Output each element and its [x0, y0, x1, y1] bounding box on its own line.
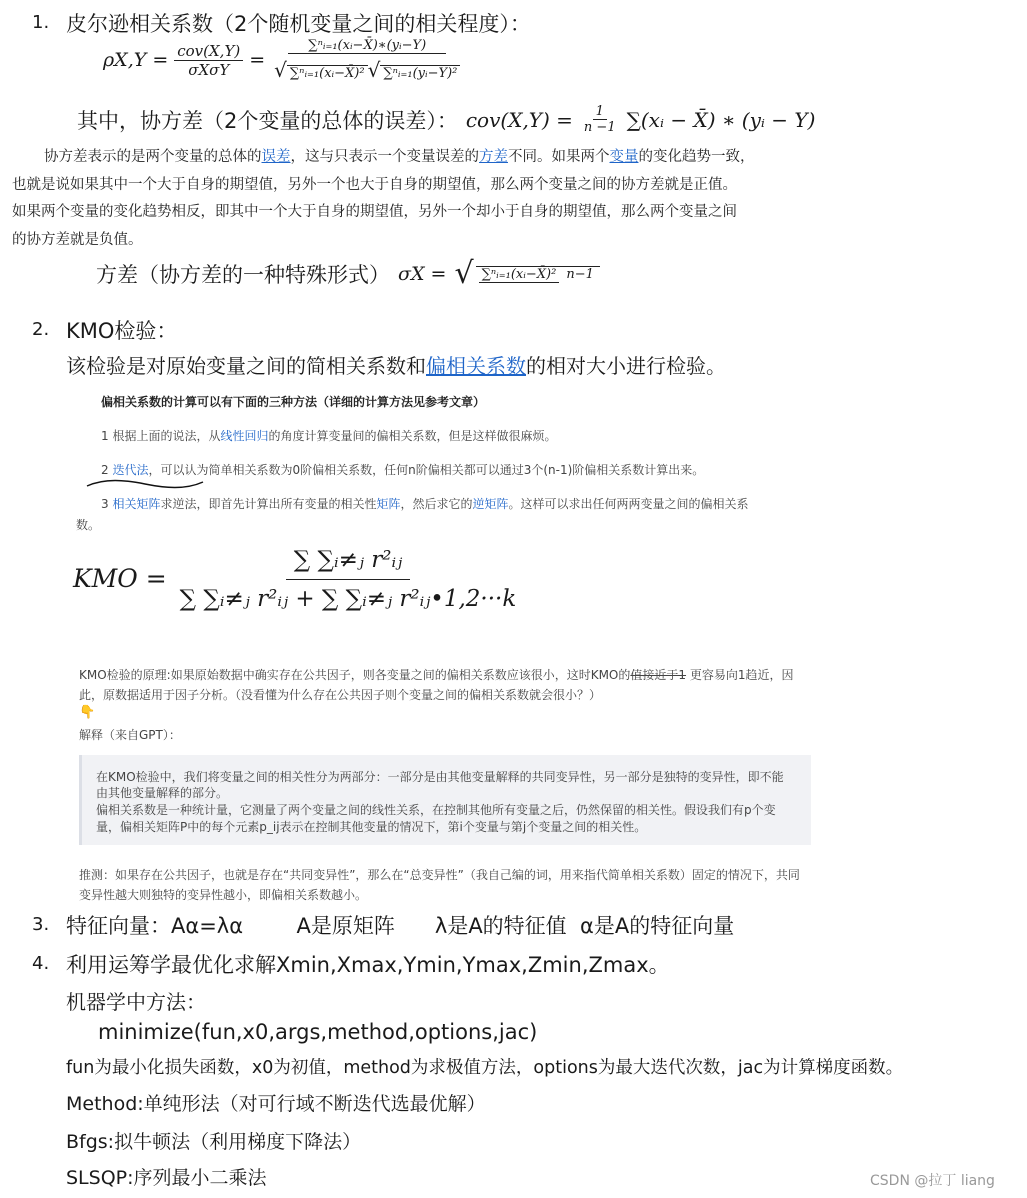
- para-line-3: 如果两个变量的变化趋势相反，即其中一个大于自身的期望值，另外一个却小于自身的期望值，那么两个变量之间: [12, 204, 737, 220]
- pearson-sqrt-b: ∑ⁿᵢ₌₁(yᵢ−Y)²: [380, 65, 460, 81]
- method-simplex: Method:单纯形法（对可行域不断迭代选最优解）: [66, 1093, 486, 1115]
- principle-line-1: [79, 666, 793, 683]
- method-text: 。这样可以求出任何两两变量之间的偏相关系: [508, 497, 749, 511]
- link-correlation-matrix[interactable]: 相关矩阵: [112, 497, 161, 511]
- item-3-number: 3.: [32, 914, 50, 935]
- item-1-number: 1.: [32, 12, 50, 33]
- link-error[interactable]: 误差: [261, 149, 291, 165]
- pointing-down-icon: 👇: [79, 705, 96, 720]
- cov-fraction-top: 1: [593, 104, 607, 120]
- kmo-denominator: ∑ ∑ᵢ≠ⱼ r²ᵢⱼ + ∑ ∑ᵢ≠ⱼ r²ᵢⱼ•1,2···k: [179, 586, 517, 612]
- para-text: ，这与只表示一个变量误差的: [290, 149, 479, 165]
- method-text: 求逆法，即首先计算出所有变量的相关性: [160, 497, 377, 511]
- principle-text: 更容易向1趋近，因: [686, 668, 794, 682]
- minimize-description: fun为最小化损失函数，x0为初值，method为求极值方法，options为最大迭代次数，jac为计算梯度函数。: [66, 1058, 904, 1078]
- csdn-watermark: CSDN @拉丁 liang: [870, 1173, 995, 1189]
- kmo-description: [66, 350, 726, 379]
- sqrt-symbol-icon: √: [454, 256, 474, 291]
- pearson-lhs: ρX,Y =: [103, 49, 169, 71]
- method-3-cont: 数。: [76, 518, 101, 532]
- quote-line-4: 量，偏相关矩阵P中的每个元素p_ij表示在控制其他变量的情况下，第i个变量与第j个变量之间的相关性。: [96, 820, 647, 834]
- link-variable[interactable]: 变量: [609, 149, 639, 165]
- methods-title: 偏相关系数的计算可以有下面的三种方法（详细的计算方法见参考文章）: [101, 395, 486, 409]
- method-text: ，可以认为简单相关系数为0阶偏相关系数，任何n阶偏相关都可以通过3个(n-1)阶偏相关系数计算出来。: [148, 463, 705, 477]
- covariance-label: 其中，协方差（2个变量的总体的误差）：: [77, 108, 458, 133]
- variance-label: 方差（协方差的一种特殊形式）: [96, 262, 390, 287]
- item-4-title: 利用运筹学最优化求解Xmin,Xmax,Ymin,Ymax,Zmin,Zmax。: [66, 953, 670, 977]
- para-text: 协方差表示的是两个变量的总体的: [44, 149, 262, 165]
- item-3-title: 特征向量：Aα=λα A是原矩阵 λ是A的特征值 α是A的特征向量: [66, 914, 735, 938]
- variance-lhs: σX =: [398, 262, 447, 285]
- variance-line: [96, 256, 600, 291]
- cov-numerator: cov(X,Y): [174, 42, 243, 61]
- item-1-title: 皮尔逊相关系数（2个随机变量之间的相关程度）：: [66, 12, 531, 36]
- link-inverse-matrix[interactable]: 逆矩阵: [472, 497, 509, 511]
- covariance-line: [77, 104, 815, 135]
- kmo-formula: [73, 545, 519, 612]
- method-1: [101, 427, 556, 444]
- kmo-desc-text: 该检验是对原始变量之间的简相关系数和: [66, 354, 426, 378]
- sqrt-symbol-icon: √: [274, 58, 287, 82]
- guess-line-1: 推测：如果存在公共因子，也就是存在“共同变异性”，那么在“总变异性”（我自己编的词，用来指代简单相关系数）固定的情况下，共同: [79, 868, 800, 882]
- pearson-big-fraction: [271, 38, 463, 82]
- method-text: 2: [101, 463, 113, 477]
- link-matrix[interactable]: 矩阵: [376, 497, 401, 511]
- pearson-formula: [103, 38, 463, 82]
- para-text: 的变化趋势一致，: [638, 149, 755, 165]
- cov-over-sigma-fraction: [174, 42, 243, 79]
- ml-label: 机器学中方法：: [66, 990, 206, 1014]
- equals-sign: =: [249, 49, 266, 71]
- pearson-sqrt-a: ∑ⁿᵢ₌₁(xᵢ−X̄)²: [287, 65, 368, 81]
- pearson-numerator: ∑ⁿᵢ₌₁(xᵢ−X̄)∗(yᵢ−Y): [288, 38, 446, 54]
- method-slsqp: SLSQP:序列最小二乘法: [66, 1167, 267, 1189]
- link-iteration[interactable]: 迭代法: [112, 463, 149, 477]
- cov-fraction-bottom: n −1: [583, 120, 616, 135]
- method-text: 的角度计算变量间的偏相关系数，但是这样做很麻烦。: [268, 429, 557, 443]
- method-3: [101, 495, 749, 512]
- quote-line-3: 偏相关系数是一种统计量，它测量了两个变量之间的线性关系，在控制其他所有变量之后，仍然保留的相关性。假设我们有p个变: [96, 803, 776, 817]
- item-2-title: KMO检验：: [66, 319, 178, 343]
- item-4-number: 4.: [32, 953, 50, 974]
- method-text: 1 根据上面的说法，从: [101, 429, 221, 443]
- principle-strike: 值接近于1: [630, 668, 687, 682]
- cov-fraction: [581, 104, 619, 135]
- para-line-2: 也就是说如果其中一个大于自身的期望值，另外一个也大于自身的期望值，那么两个变量之间的协方差就是正值。: [12, 177, 737, 193]
- sqrt-symbol-icon: √: [367, 58, 381, 82]
- sigma-denominator: σXσY: [188, 60, 230, 79]
- cov-formula-lhs: cov(X,Y) =: [465, 107, 573, 132]
- principle-line-2: 此，原数据适用于因子分析。（没看懂为什么存在公共因子则个变量之间的偏相关系数就会很小？）: [79, 688, 602, 702]
- item-2-number: 2.: [32, 319, 50, 340]
- guess-line-2: 变异性越大则独特的变异性越小，即偏相关系数越小。: [79, 888, 368, 902]
- method-text: ，然后求它的: [400, 497, 473, 511]
- link-partial-correlation[interactable]: 偏相关系数: [426, 354, 526, 378]
- method-bfgs: Bfgs:拟牛顿法（利用梯度下降法）: [66, 1131, 362, 1153]
- quote-line-2: 由其他变量解释的部分。: [96, 786, 229, 800]
- handwritten-underline-icon: [85, 476, 205, 492]
- variance-fraction: [476, 266, 600, 282]
- cov-formula-rhs: ∑(xᵢ − X̄) ∗ (yᵢ − Y): [626, 107, 816, 132]
- method-text: 3: [101, 497, 113, 511]
- explain-label: 解释（来自GPT）：: [79, 728, 181, 742]
- para-line-1: [44, 143, 755, 171]
- para-line-4: 的协方差就是负值。: [12, 232, 143, 248]
- principle-text: KMO检验的原理:如果原始数据中确实存在公共因子，则各变量之间的偏相关系数应该很小，这时KMO的: [79, 668, 631, 682]
- quote-line-1: 在KMO检验中，我们将变量之间的相关性分为两部分：一部分是由其他变量解释的共同变异性，另一部分是独特的变异性，即不能: [96, 770, 784, 784]
- minimize-signature: minimize(fun,x0,args,method,options,jac): [98, 1020, 538, 1044]
- variance-denominator: n−1: [566, 266, 594, 282]
- kmo-lhs: KMO =: [73, 564, 167, 593]
- kmo-desc-text: 的相对大小进行检验。: [526, 354, 726, 378]
- kmo-fraction: [177, 545, 520, 612]
- kmo-numerator: ∑ ∑ᵢ≠ⱼ r²ᵢⱼ: [286, 545, 410, 580]
- para-text: 不同。如果两个: [508, 149, 610, 165]
- link-linear-regression[interactable]: 线性回归: [220, 429, 269, 443]
- variance-numerator: ∑ⁿᵢ₌₁(xᵢ−X̄)²: [479, 267, 560, 283]
- pearson-denominator: [271, 54, 463, 82]
- link-variance[interactable]: 方差: [479, 149, 508, 165]
